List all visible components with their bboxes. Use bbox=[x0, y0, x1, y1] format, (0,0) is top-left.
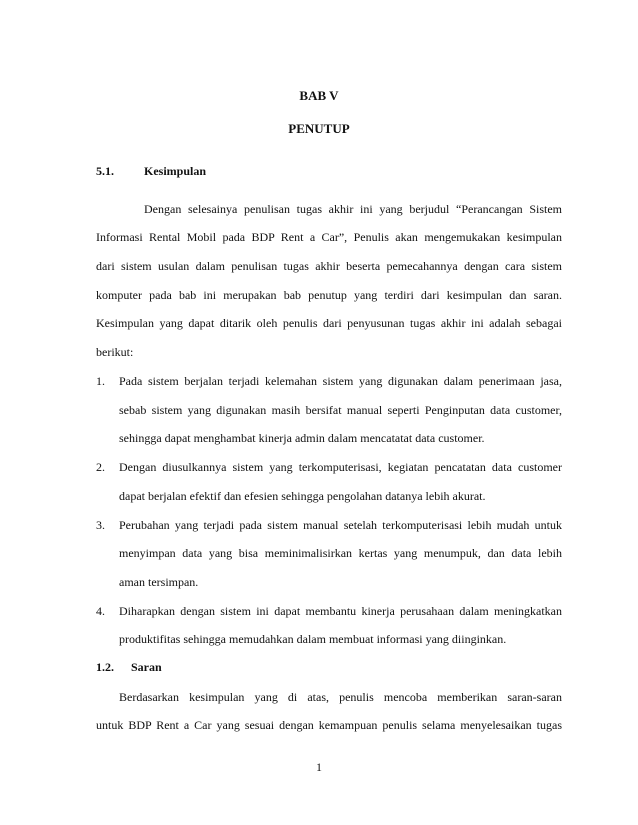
section-heading: Saran bbox=[131, 660, 162, 674]
paragraph-line: Informasi Rental Mobil pada BDP Rent a Car”, Penulis akan mengemukakan kesimpulan bbox=[96, 230, 562, 244]
paragraph-line: berikut: bbox=[96, 345, 134, 359]
paragraph-line: Dengan selesainya penulisan tugas akhir ini yang berjudul “Perancangan Sistem bbox=[144, 202, 562, 216]
list-item-line: dapat berjalan efektif dan efesien sehingga pengolahan datanya lebih akurat. bbox=[119, 489, 486, 503]
list-item-line: sebab sistem yang digunakan masih bersifat manual seperti Penginputan data customer, bbox=[119, 403, 562, 417]
list-item-line: Diharapkan dengan sistem ini dapat membantu kinerja perusahaan dalam meningkatkan bbox=[119, 604, 562, 618]
section-number: 1.2. bbox=[96, 660, 114, 674]
paragraph-line: untuk BDP Rent a Car yang sesuai dengan kemampuan penulis selama menyelesaikan tugas bbox=[96, 718, 562, 732]
list-item-line: Perubahan yang terjadi pada sistem manual setelah terkomputerisasi lebih mudah untuk bbox=[119, 518, 562, 532]
paragraph-line: Kesimpulan yang dapat ditarik oleh penulis dari penyusunan tugas akhir ini adalah sebagai bbox=[96, 316, 562, 330]
list-item-number: 3. bbox=[96, 518, 105, 532]
list-item-line: Dengan diusulkannya sistem yang terkomputerisasi, kegiatan pencatatan data customer bbox=[119, 460, 562, 474]
paragraph-line: dari sistem usulan dalam penulisan tugas akhir beserta pemecahannya dengan cara sistem bbox=[96, 259, 562, 273]
list-item-number: 2. bbox=[96, 460, 105, 474]
section-heading: Kesimpulan bbox=[144, 164, 207, 178]
section-number: 5.1. bbox=[96, 164, 114, 178]
paragraph-line: komputer pada bab ini merupakan bab penutup yang terdiri dari kesimpulan dan saran. bbox=[96, 288, 562, 302]
chapter-label: BAB V bbox=[299, 88, 339, 103]
list-item-number: 4. bbox=[96, 604, 105, 618]
list-item-line: sehingga dapat menghambat kinerja admin dalam mencatatat data customer. bbox=[119, 431, 485, 445]
list-item-line: aman tersimpan. bbox=[119, 575, 199, 589]
list-item-number: 1. bbox=[96, 374, 105, 388]
list-item-line: Pada sistem berjalan terjadi kelemahan sistem yang digunakan dalam penerimaan jasa, bbox=[119, 374, 562, 388]
paragraph-line: Berdasarkan kesimpulan yang di atas, penulis mencoba memberikan saran-saran bbox=[119, 690, 562, 704]
page-number: 1 bbox=[316, 760, 322, 774]
list-item-line: produktifitas sehingga memudahkan dalam membuat informasi yang diinginkan. bbox=[119, 632, 507, 646]
list-item-line: menyimpan data yang bisa meminimalisirkan kertas yang menumpuk, dan data lebih bbox=[119, 546, 562, 560]
chapter-title: PENUTUP bbox=[288, 121, 350, 136]
